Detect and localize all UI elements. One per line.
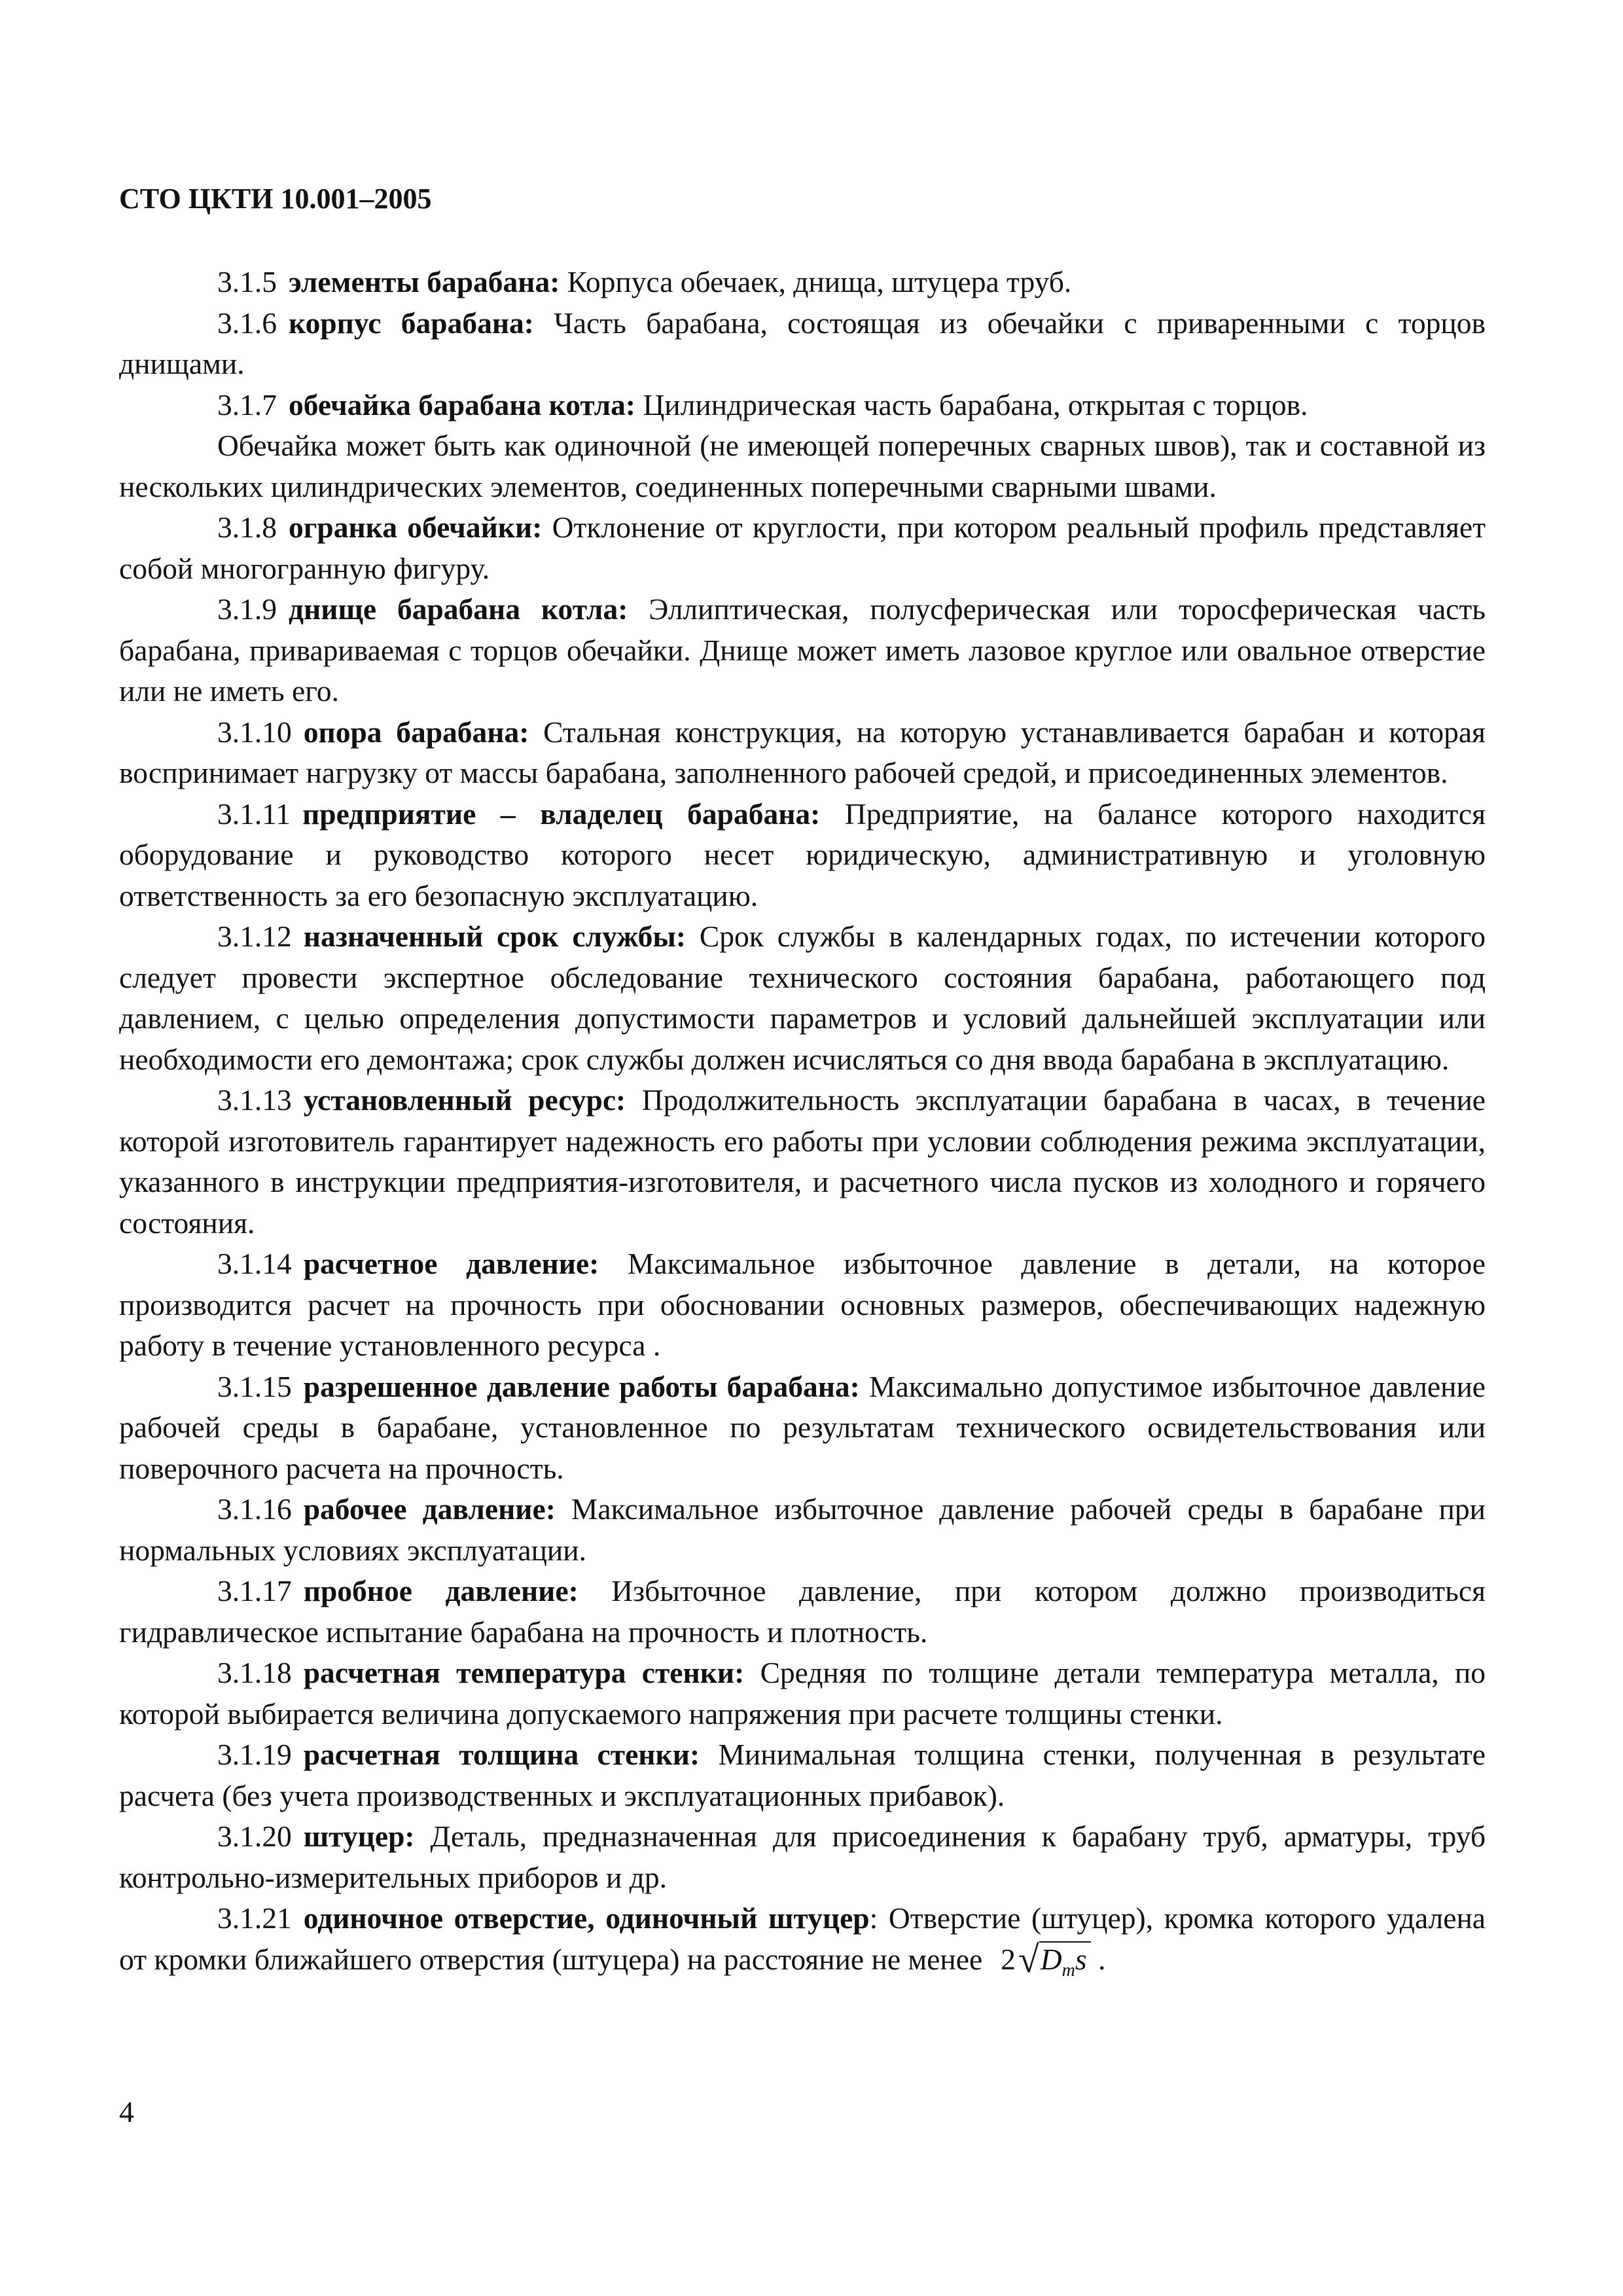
entry-text: Эллиптическая, полусферическая или торосферическая часть барабана, привариваемая с торцов обечайки. Днище может иметь лазовое круглое или овальное отверстие или не иметь его.: [119, 592, 1486, 708]
entry-text: Деталь, предназначенная для присоединения к барабану труб, арматуры, труб контрольно-измерительных приборов и др.: [119, 1820, 1486, 1894]
entry-term: установленный ресурс:: [303, 1083, 626, 1117]
definition-entry: [119, 589, 1486, 712]
document-code-header: СТО ЦКТИ 10.001–2005: [119, 183, 432, 215]
entry-number: 3.1.10: [217, 715, 292, 749]
entry-term: разрешенное давление работы барабана:: [303, 1369, 860, 1403]
entry-text: Обечайка может быть как одиночной (не имеющей поперечных сварных швов), так и составной из нескольких цилиндрических элементов, соединенных поперечными сварными швами.: [119, 429, 1486, 503]
entry-term: огранка обечайки:: [289, 511, 543, 544]
entry-term: штуцер:: [303, 1820, 415, 1853]
entry-number: 3.1.19: [217, 1738, 292, 1771]
entry-number: 3.1.11: [217, 797, 291, 831]
entry-text: Максимально допустимое избыточное давление рабочей среды в барабане, установленное по результатам технического освидетельствования или поверочного расчета на прочность.: [119, 1369, 1486, 1485]
formula-coefficient: 2: [1001, 1942, 1016, 1976]
definition-entry: [119, 1080, 1486, 1244]
entry-number: 3.1.15: [217, 1369, 292, 1403]
entry-number: 3.1.14: [217, 1247, 292, 1280]
definition-entry: [119, 507, 1486, 589]
entry-term: рабочее давление:: [303, 1492, 556, 1526]
entry-text: Максимальное избыточное давление рабочей среды в барабане при нормальных условиях эксплуатации.: [119, 1492, 1486, 1567]
definitions-list: [119, 262, 1486, 1991]
definition-entry: [119, 1367, 1486, 1490]
entry-text: Цилиндрическая часть барабана, открытая с торцов.: [635, 387, 1308, 422]
entry-text: Средняя по толщине детали температура металла, по которой выбирается величина допускаемого напряжения при расчете толщины стенки.: [119, 1656, 1486, 1731]
sqrt-radical-icon: √: [1018, 1937, 1039, 1981]
formula-radicand: [1039, 1941, 1091, 1981]
entry-term: корпус барабана:: [289, 306, 534, 340]
definition-paragraph: [119, 425, 1486, 507]
entry-term: днище барабана котла:: [289, 592, 628, 626]
entry-number: 3.1.17: [217, 1574, 292, 1607]
entry-text: Стальная конструкция, на которую устанавливается барабан и которая воспринимает нагрузку от массы барабана, заполненного рабочей средой, и присоединенных элементов.: [119, 715, 1486, 789]
entry-term: пробное давление:: [303, 1574, 579, 1607]
definition-entry: [119, 916, 1486, 1080]
entry-number: 3.1.21: [217, 1901, 292, 1935]
entry-term: обечайка барабана котла:: [289, 387, 636, 422]
definition-entry: [119, 1489, 1486, 1571]
definition-entry: [119, 1244, 1486, 1367]
entry-number: 3.1.5: [217, 265, 277, 298]
definition-entry: [119, 385, 1486, 426]
entry-end: .: [1090, 1942, 1106, 1976]
entry-text: Срок службы в календарных годах, по истечении которого следует провести экспертное обследование технического состояния барабана, работающего под давлением, с целью определения допустимости параметров и условий дальнейшей эксплуатации или необходимости его демонтажа; срок службы должен исчисляться со дня ввода барабана в эксплуатацию.: [119, 920, 1486, 1076]
entry-term: расчетное давление:: [303, 1247, 599, 1280]
definition-entry: [119, 794, 1486, 917]
entry-term: элементы барабана:: [289, 265, 560, 298]
formula-variable-s: s: [1075, 1942, 1087, 1976]
entry-text: Минимальная толщина стенки, полученная в результате расчета (без учета производственных и эксплуатационных прибавок).: [119, 1738, 1486, 1812]
entry-number: 3.1.16: [217, 1492, 292, 1526]
entry-text: Предприятие, на балансе которого находится оборудование и руководство которого несет юридическую, административную и уголовную ответственность за его безопасную эксплуатацию.: [119, 797, 1486, 912]
entry-number: 3.1.12: [217, 920, 292, 953]
entry-text: Избыточное давление, при котором должно производиться гидравлическое испытание барабана на прочность и плотность.: [119, 1574, 1486, 1649]
entry-number: 3.1.6: [217, 306, 277, 340]
entry-number: 3.1.9: [217, 592, 277, 626]
entry-number: 3.1.8: [217, 511, 277, 544]
formula-variable-d: D: [1040, 1942, 1062, 1976]
sqrt-formula: [1001, 1937, 1090, 1981]
entry-text: Часть барабана, состоящая из обечайки с приваренными с торцов днищами.: [119, 306, 1486, 380]
definition-entry: [119, 303, 1486, 385]
entry-term: одиночное отверстие, одиночный штуцер: [303, 1901, 870, 1935]
definition-entry: [119, 1571, 1486, 1653]
entry-text: Продолжительность эксплуатации барабана в часах, в течение которой изготовитель гарантирует надежность его работы при условии соблюдения режима эксплуатации, указанного в инструкции предприятия-изготовителя, и расчетного числа пусков из холодного и горячего состояния.: [119, 1083, 1486, 1240]
entry-text: Отклонение от круглости, при котором реальный профиль представляет собой многогранную фигуру.: [119, 511, 1486, 585]
entry-number: 3.1.18: [217, 1656, 292, 1689]
definition-entry: [119, 1653, 1486, 1734]
definition-entry: [119, 1734, 1486, 1816]
entry-term: расчетная температура стенки:: [303, 1656, 745, 1689]
page-number: 4: [119, 2095, 134, 2128]
entry-number: 3.1.13: [217, 1083, 292, 1117]
entry-term: назначенный срок службы:: [303, 920, 687, 953]
entry-term: расчетная толщина стенки:: [303, 1738, 700, 1771]
definition-entry: [119, 262, 1486, 303]
entry-number: 3.1.20: [217, 1820, 292, 1853]
entry-term: опора барабана:: [303, 715, 529, 749]
definition-entry: [119, 1816, 1486, 1898]
formula-subscript: m: [1061, 1960, 1075, 1981]
entry-text: Максимальное избыточное давление в детали, на которое производится расчет на прочность при обосновании основных размеров, обеспечивающих надежную работу в течение установленного ресурса .: [119, 1247, 1486, 1362]
entry-text: Корпуса обечаек, днища, штуцера труб.: [560, 265, 1072, 298]
entry-text: : Отверстие (штуцер), кромка которого удалена от кромки ближайшего отверстия (штуцера) на расстояние не менее: [119, 1901, 1486, 1976]
definition-entry-with-formula: [119, 1898, 1486, 1991]
definition-entry: [119, 712, 1486, 794]
entry-term: предприятие – владелец барабана:: [302, 797, 821, 831]
entry-number: 3.1.7: [217, 387, 277, 422]
